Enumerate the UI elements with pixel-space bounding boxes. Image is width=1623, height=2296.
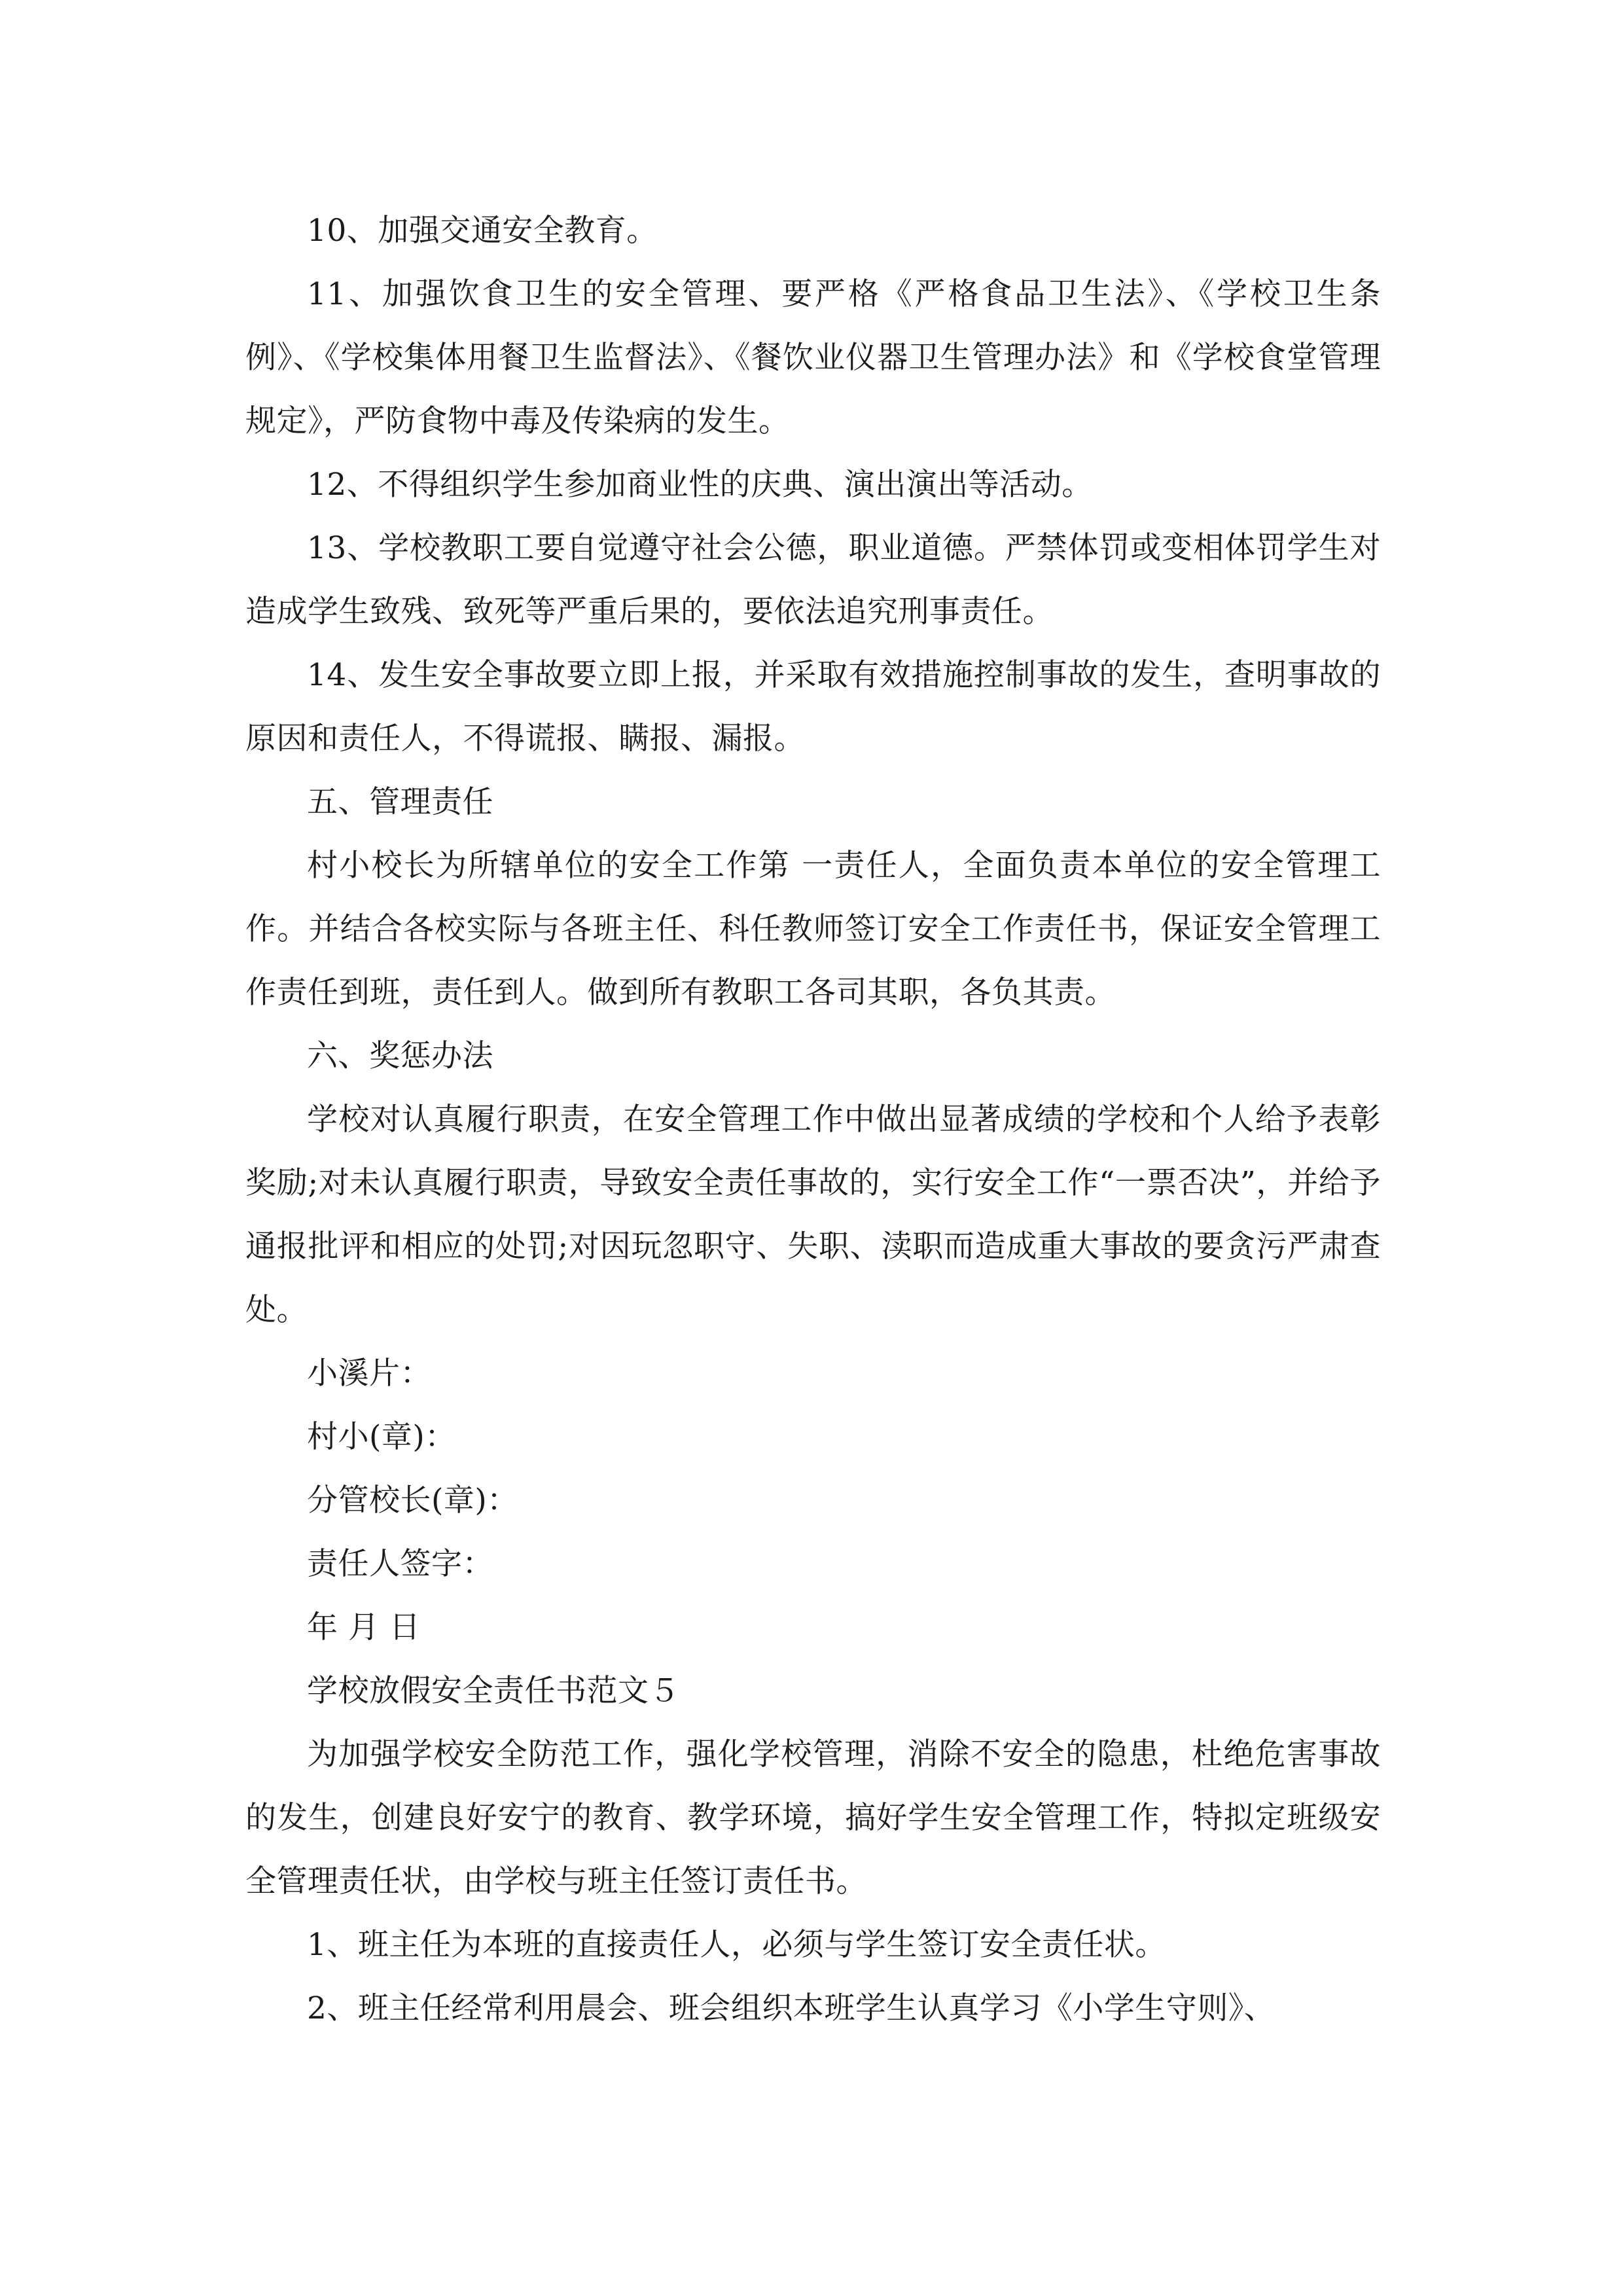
paragraph-intro: 为加强学校安全防范工作，强化学校管理，消除不安全的隐患，杜绝危害事故的发生，创建良好安宁的教育、教学环境，搞好学生安全管理工作，特拟定班级安全管理责任状，由学校与班主任签订责任书。 [245, 1736, 1381, 1899]
paragraph-item-14-accident-report: 14、发生安全事故要立即上报，并采取有效措施控制事故的发生，查明事故的原因和责任人，不得谎报、瞒报、漏报。 [245, 657, 1381, 757]
paragraph-rewards-penalties: 学校对认真履行职责，在安全管理工作中做出显著成绩的学校和个人给予表彰奖励;对未认真履行职责，导致安全责任事故的，实行安全工作“一票否决”，并给予通报批评和相应的处罚;对因玩忽职守、失职、渎职而造成重大事故的要贪污严肃查处。 [245, 1102, 1381, 1328]
paragraph-management-duty: 村小校长为所辖单位的安全工作第 一责任人，全面负责本单位的安全管理工作。并结合各校实际与各班主任、科任教师签订安全工作责任书，保证安全管理工作责任到班，责任到人。做到所有教职工各司其职，各负其责。 [245, 848, 1381, 1011]
signature-responsible-person: 责任人签字： [307, 1546, 493, 1582]
signature-village-school: 村小(章)： [307, 1419, 456, 1455]
paragraph-item-2-morning-meeting: 2、班主任经常利用晨会、班会组织本班学生认真学习《小学生守则》、 [307, 1990, 1275, 2026]
paragraph-item-1-teacher: 1、班主任为本班的直接责任人，必须与学生签订安全责任状。 [307, 1927, 1166, 1963]
paragraph-item-11-food-hygiene: 11、加强饮食卫生的安全管理、要严格《严格食品卫生法》、《学校卫生条例》、《学校集体用餐卫生监督法》、《餐饮业仪器卫生管理办法》和《学校食堂管理规定》，严防食物中毒及传染病的发生。 [245, 276, 1381, 439]
paragraph-item-13-staff-ethics: 13、学校教职工要自觉遵守社会公德，职业道德。严禁体罚或变相体罚学生对造成学生致残、致死等严重后果的，要依法追究刑事责任。 [245, 530, 1381, 630]
section-heading-rewards: 六、奖惩办法 [307, 1038, 493, 1074]
signature-date: 年 月 日 [307, 1609, 421, 1645]
signature-area-label: 小溪片： [307, 1355, 431, 1391]
paragraph-item-10-traffic: 10、加强交通安全教育。 [307, 213, 658, 249]
document-section-title: 学校放假安全责任书范文５ [307, 1673, 680, 1709]
document-body [245, 199, 1381, 2040]
signature-deputy-principal: 分管校长(章)： [307, 1482, 518, 1518]
paragraph-item-12-no-commercial: 12、不得组织学生参加商业性的庆典、演出演出等活动。 [307, 467, 1093, 503]
section-heading-management: 五、管理责任 [307, 784, 493, 820]
